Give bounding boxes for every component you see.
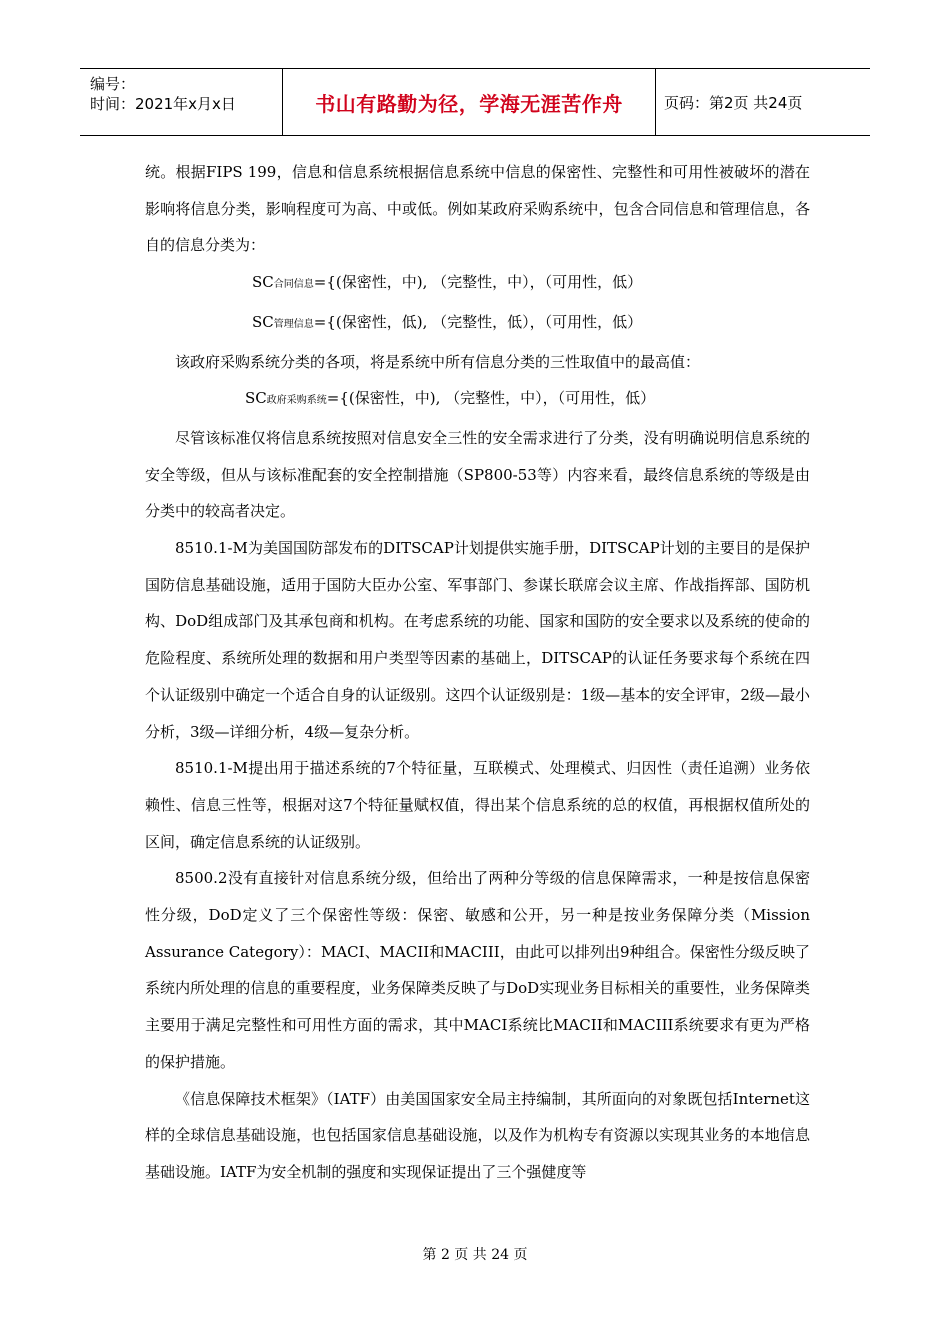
paragraph-1: 统。根据FIPS 199，信息和信息系统根据信息系统中信息的保密性、完整性和可用性被破坏的潜在影响将信息分类，影响程度可为高、中或低。例如某政府采购系统中，包含合同信息和管理信息，各自的信息分类为： (145, 163, 810, 255)
header-motto: 书山有路勤为径，学海无涯苦作舟 (282, 69, 656, 135)
formula-subscript: 管理信息 (273, 318, 314, 330)
header-meta (80, 69, 282, 135)
paragraph-4: 8510.1-M为美国国防部发布的DITSCAP计划提供实施手册，DITSCAP计划的主要目的是保护国防信息基础设施，适用于国防大臣办公室、军事部门、参谋长联席会议主席、作战指挥部、国防机构、DoD组成部门及其承包商和机构。在考虑系统的功能、国家和国防的安全要求以及系统的使命的危险程度、系统所处理的数据和用户类型等因素的基础上，DITSCAP的认证任务要求每个系统在四个认证级别中确定一个适合自身的认证级别。这四个认证级别是：1级—基本的安全评审，2级—最小分析，3级—详细分析，4级—复杂分析。 (145, 539, 810, 741)
formula-subscript: 政府采购系统 (266, 395, 327, 407)
paragraph-3: 尽管该标准仅将信息系统按照对信息安全三性的安全需求进行了分类，没有明确说明信息系统的安全等级，但从与该标准配套的安全控制措施（SP800-53等）内容来看，最终信息系统的等级是由分类中的较高者决定。 (145, 428, 810, 521)
formula-procurement-system (145, 380, 810, 420)
formula-contract-info (145, 264, 810, 304)
page-header (80, 68, 870, 136)
document-body (145, 154, 810, 1191)
paragraph-6: 8500.2没有直接针对信息系统分级，但给出了两种分等级的信息保障需求，一种是按信息保密性分级，DoD定义了三个保密性等级：保密、敏感和公开，另一种是按业务保障分类（Mission Assurance Category）：MACⅠ、MACII和MACIII，由此可以排列出9种组合。保密性分级反映了系统内所处理的信息的重要程度，业务保障类反映了与DoD实现业务目标相关的重要性，业务保障类主要用于满足完整性和可用性方面的需求，其中MACⅠ系统比MACII和MACIII系统要求有更为严格的保护措施。 (145, 869, 810, 1071)
formula-rest: ={(保密性，中), （完整性，中），（可用性，低） (326, 389, 656, 408)
document-number: 编号： (90, 75, 136, 93)
document-time: 时间：2021年x月x日 (90, 95, 236, 113)
formula-subscript: 合同信息 (273, 279, 314, 291)
page-footer: 第 2 页 共 24 页 (422, 1247, 528, 1263)
paragraph-5: 8510.1-M提出用于描述系统的7个特征量，互联模式、处理模式、归因性（责任追溯）业务依赖性、信息三性等，根据对这7个特征量赋权值，得出某个信息系统的总的权值，再根据权值所处的区间，确定信息系统的认证级别。 (145, 759, 810, 851)
paragraph-2: 该政府采购系统分类的各项，将是系统中所有信息分类的三性取值中的最高值： (175, 352, 701, 371)
formula-prefix: SC (252, 273, 274, 292)
header-page-number: 页码：第2页 共24页 (664, 93, 803, 112)
formula-management-info (145, 304, 810, 344)
paragraph-7: 《信息保障技术框架》（IATF）由美国国家安全局主持编制，其所面向的对象既包括Internet这样的全球信息基础设施，也包括国家信息基础设施，以及作为机构专有资源以实现其业务的本地信息基础设施。IATF为安全机制的强度和实现保证提出了三个强健度等 (145, 1089, 810, 1181)
formula-rest: ={(保密性，低), （完整性，低），（可用性，低） (313, 312, 643, 331)
formula-prefix: SC (245, 389, 267, 408)
formula-prefix: SC (252, 312, 274, 331)
formula-rest: ={(保密性，中), （完整性，中），（可用性，低） (313, 273, 643, 292)
